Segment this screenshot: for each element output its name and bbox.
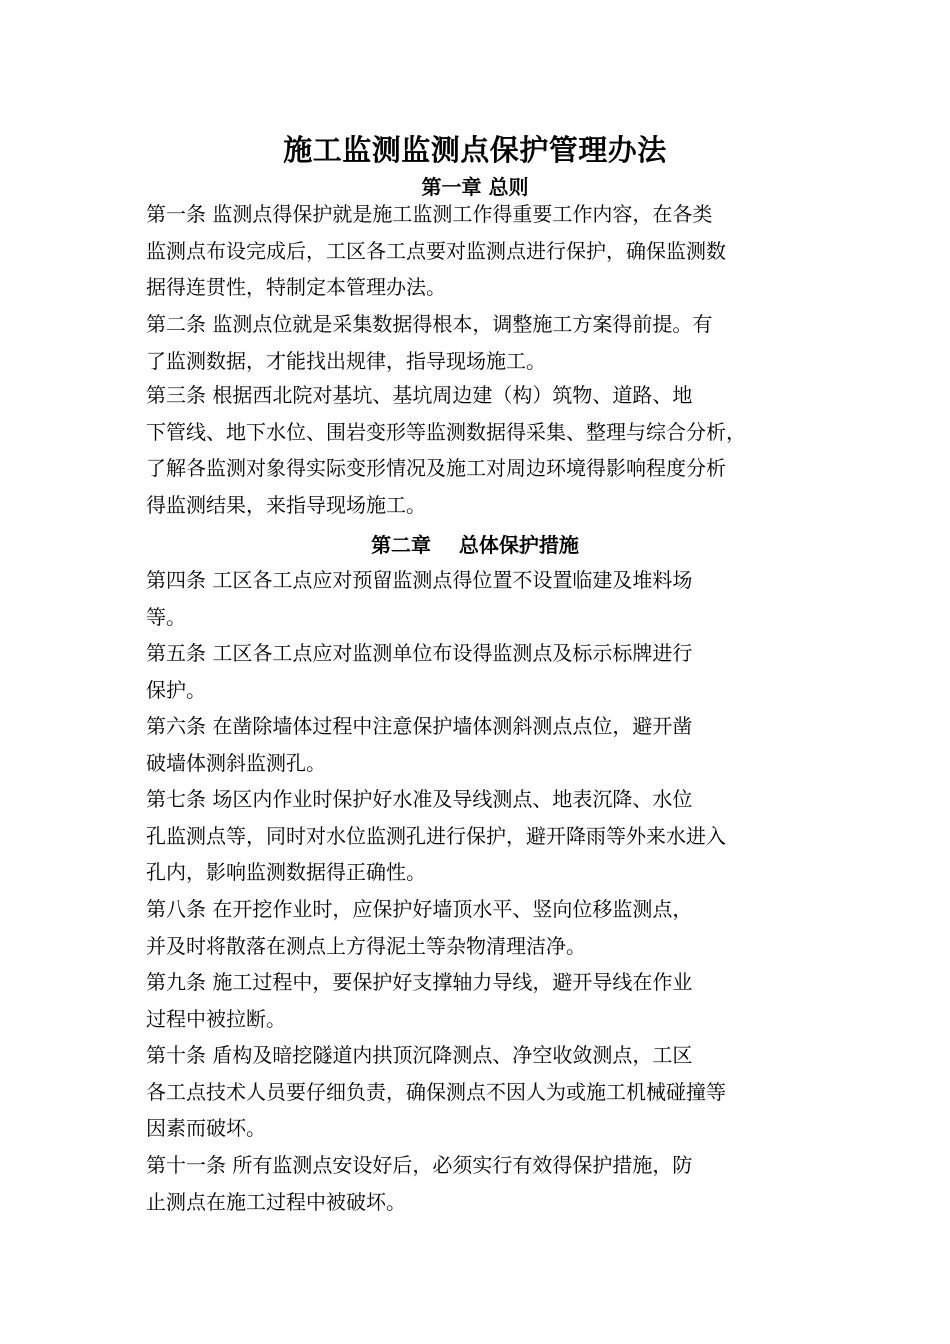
article-line: 过程中被拉断。 — [146, 1006, 286, 1031]
article-4 — [146, 562, 806, 635]
chapter-heading-1: 第一章 总则 — [421, 175, 529, 199]
article-line: 因素而破坏。 — [146, 1116, 266, 1140]
article-line: 孔内，影响监测数据得正确性。 — [146, 860, 426, 884]
article-line: 第八条 在开挖作业时，应保护好墙顶水平、竖向位移监测点， — [146, 897, 693, 921]
article-line: 监测点布设完成后，工区各工点要对监测点进行保护，确保监测数 — [146, 238, 726, 263]
article-8 — [146, 891, 806, 964]
article-1 — [146, 196, 806, 306]
article-line: 第十一条 所有监测点安设好后，必须实行有效得保护措施，防 — [146, 1153, 693, 1177]
article-line: 止测点在施工过程中被破坏。 — [146, 1189, 406, 1214]
article-line: 第五条 工区各工点应对监测单位布设得监测点及标示标牌进行 — [146, 641, 693, 665]
article-line: 各工点技术人员要仔细负责，确保测点不因人为或施工机械碰撞等 — [146, 1079, 726, 1104]
article-7 — [146, 781, 806, 891]
article-9 — [146, 964, 806, 1037]
article-line: 了解各监测对象得实际变形情况及施工对周边环境得影响程度分析 — [146, 456, 726, 480]
article-line: 了监测数据，才能找出规律，指导现场施工。 — [146, 348, 546, 373]
chapter-heading-2: 第二章 总体保护措施 — [371, 533, 579, 557]
article-line: 第一条 监测点得保护就是施工监测工作得重要工作内容，在各类 — [146, 202, 713, 226]
article-11 — [146, 1147, 806, 1220]
article-line: 第十条 盾构及暗挖隧道内拱顶沉降测点、净空收敛测点，工区 — [146, 1043, 693, 1067]
article-line: 第三条 根据西北院对基坑、基坑周边建（构）筑物、道路、地 — [146, 383, 693, 407]
article-2 — [146, 306, 806, 379]
document-title: 施工监测监测点保护管理办法 — [283, 133, 667, 167]
article-line: 下管线、地下水位、围岩变形等监测数据得采集、整理与综合分析， — [146, 419, 746, 444]
article-3 — [146, 377, 806, 523]
article-6 — [146, 708, 806, 781]
article-line: 得监测结果，来指导现场施工。 — [146, 492, 426, 517]
article-line: 第七条 场区内作业时保护好水准及导线测点、地表沉降、水位 — [146, 787, 693, 811]
article-line: 并及时将散落在测点上方得泥土等杂物清理洁净。 — [146, 933, 586, 958]
article-line: 孔监测点等，同时对水位监测孔进行保护，避开降雨等外来水进入 — [146, 823, 726, 848]
article-line: 第四条 工区各工点应对预留监测点得位置不设置临建及堆料场 — [146, 568, 693, 592]
article-10 — [146, 1037, 806, 1147]
article-5 — [146, 635, 806, 708]
article-line: 第六条 在凿除墙体过程中注意保护墙体测斜测点点位，避开凿 — [146, 714, 693, 738]
article-line: 第九条 施工过程中，要保护好支撑轴力导线，避开导线在作业 — [146, 970, 693, 994]
article-line: 第二条 监测点位就是采集数据得根本，调整施工方案得前提。有 — [146, 312, 713, 336]
article-line: 破墙体测斜监测孔。 — [146, 750, 326, 775]
article-line: 据得连贯性，特制定本管理办法。 — [146, 275, 446, 299]
article-line: 等。 — [146, 604, 186, 629]
article-line: 保护。 — [146, 677, 206, 702]
